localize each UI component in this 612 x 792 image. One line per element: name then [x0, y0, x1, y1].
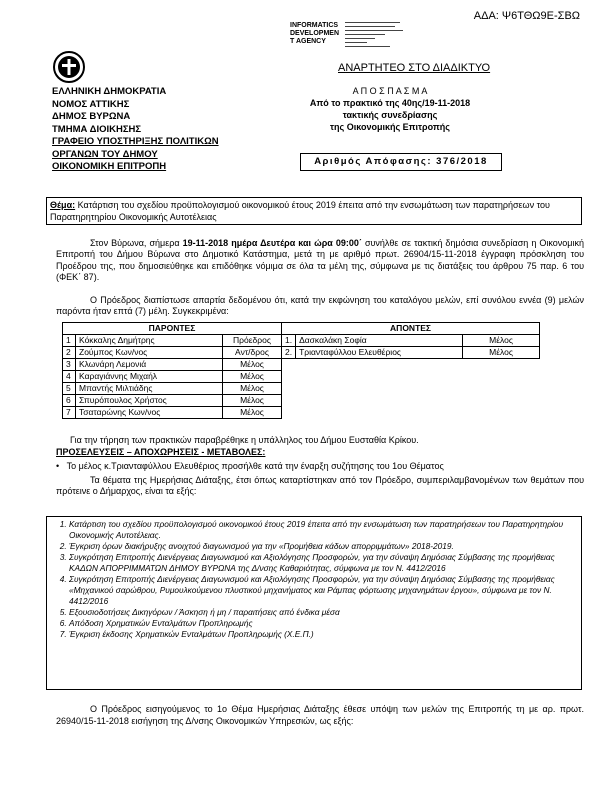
municipality: ΔΗΜΟΣ ΒΥΡΩΝΑ [52, 111, 131, 122]
greek-emblem-icon [52, 50, 86, 84]
present-header: ΠΑΡΟΝΤΕΣ [63, 323, 282, 335]
table-row: 7 Τσαταρώνης Κων/νος Μέλος [63, 407, 540, 419]
meeting-date: 19-11-2018 ημέρα Δευτέρα και ώρα 09:00΄ [182, 238, 362, 248]
list-item: 1. Κατάρτιση του σχεδίου προϋπολογισμού οικονομικού έτους 2019 έπειτα από την ενσωμάτωση των παρατηρήσεων του Παρατηρητηρίου Οικονομικής Αυτοτέλειας. [69, 519, 577, 541]
table-row: 4 Καραγιάννης Μιχαήλ Μέλος [63, 371, 540, 383]
issuer-header [52, 86, 219, 174]
excerpt-block [300, 85, 480, 133]
subject-box [46, 197, 582, 225]
table-row: 6 Σπυρόπουλος Χρήστος Μέλος [63, 395, 540, 407]
minutes-line: Από το πρακτικό της 40ης/19-11-2018 [309, 98, 471, 108]
list-item: 5. Εξουσιοδοτήσεις Δικηγόρων / Άσκηση ή μη / παραιτήσεις από ένδικα μέσα [69, 607, 577, 618]
table-row: 5 Μπαντής Μιλτιάδης Μέλος [63, 383, 540, 395]
list-item: 2. Έγκριση όρων διακήρυξης ανοιχτού διαγωνισμού για την «Προμήθεια κάδων απορριμμάτων» 2018-2019. [69, 541, 577, 552]
excerpt-title: Α Π Ο Σ Π Α Σ Μ Α [352, 86, 428, 96]
subject-text: Κατάρτιση του σχεδίου προϋπολογισμού οικονομικού έτους 2019 έπειτα από την ενσωμάτωση των παρατηρήσεων του Παρατηρητηρίου Οικονομικής Αυτοτέλειας [50, 200, 550, 222]
list-item: 6. Απόδοση Χρηματικών Ενταλμάτων Προπληρωμής [69, 618, 577, 629]
attendance-table [62, 322, 540, 419]
closing-paragraph: Ο Πρόεδρος εισηγούμενος το 1ο Θέμα Ημερήσιας Διάταξης έθεσε υπόψη των μελών της Επιτροπής τη με αρ. πρωτ. 26940/15-11-2018 εισήγηση της Δ/νσης Οικονομικών Υπηρεσιών, ως εξής: [56, 704, 584, 726]
posted-online-label: ΑΝΑΡΤΗΤΕΟ ΣΤΟ ΔΙΑΔΙΚΤΥΟ [338, 62, 491, 74]
agenda-intro: Τα θέματα της Ημερήσιας Διάταξης, έτσι όπως καταρτίστηκαν από τον Πρόεδρο, συμπεριλαμβανομένων των θεμάτων που πρότεινε ο Δήμαρχος, είναι τα εξής: [56, 475, 584, 497]
arrivals-title: ΠΡΟΣΕΛΕΥΣΕΙΣ – ΑΠΟΧΩΡΗΣΕΙΣ - ΜΕΤΑΒΟΛΕΣ: [56, 447, 266, 457]
table-row: 3 Κλωνάρη Λεμονιά Μέλος [63, 359, 540, 371]
signature-stamp [345, 22, 415, 49]
session-line: τακτικής συνεδρίασης [342, 110, 438, 120]
department: ΤΜΗΜΑ ΔΙΟΙΚΗΣΗΣ [52, 123, 142, 135]
prefecture: ΝΟΜΟΣ ΑΤΤΙΚΗΣ [52, 98, 130, 110]
intro-paragraph: Στον Βύρωνα, σήμερα 19-11-2018 ημέρα Δευτέρα και ώρα 09:00΄ συνήλθε σε τακτική δημόσια συνεδρίαση η Οικονομική Επιτροπή του Δήμου Βύρωνα στο Δημοτικό Κατάστημα, μετά τη με αριθμό πρωτ. 26904/15-11-2018 έγγραφη πρόσκληση του Προέδρου της, που δημοσιεύθηκε και επιδόθηκε νόμιμα σε όλα τα μέλη της, σύμφωνα με τις διατάξεις του άρθρου 75 παρ. 6 του (ΦΕΚ΄ 87). [56, 238, 584, 282]
office-line1: ΓΡΑΦΕΙΟ ΥΠΟΣΤΗΡΙΞΗΣ ΠΟΛΙΤΙΚΩΝ [52, 136, 219, 147]
ada-code: ΑΔΑ: Ψ6ΤΘΩ9Ε-ΣΒΩ [473, 10, 580, 22]
informatics-logo-text: INFORMATICS DEVELOPMEN T AGENCY [290, 22, 340, 45]
table-row: 1 Κόκκαλης Δημήτρης Πρόεδρος 1. Δασκαλάκη Σοφία Μέλος [63, 335, 540, 347]
list-item: 3. Συγκρότηση Επιτροπής Διενέργειας Διαγωνισμού και Αξιολόγησης Προσφορών, για την σύναψη Δημόσιας Σύμβασης της προμήθειας ΚΑΔΩΝ ΑΠΟΡΡΙΜΜΑΤΩΝ ΔΗΜΟΥ ΒΥΡΩΝΑ της Δ/νσης Καθαριότητας, σύμφωνα με τον Ν. 4412/2016 [69, 552, 577, 574]
list-item: 4. Συγκρότηση Επιτροπής Διενέργειας Διαγωνισμού και Αξιολόγησης Προσφορών, για την σύναψη Δημόσιας Σύμβασης της προμήθειας «Μηχανικού σαρώθρου, Ρυμουλκούμενου πλυστικού μηχανήματος και Ράμπας φόρτωσης μηχανημάτων έργου», σύμφωνα με τον Ν. 4412/2016 [69, 574, 577, 607]
republic: ΕΛΛΗΝΙΚΗ ΔΗΜΟΚΡΑΤΙΑ [52, 86, 167, 97]
secretary-line: Για την τήρηση των πρακτικών παραβρέθηκε η υπάλληλος του Δήμου Ευσταθία Κρίκου. [70, 435, 419, 445]
arrivals-bullet: • Το μέλος κ.Τριανταφύλλου Ελευθέριος προσήλθε κατά την έναρξη συζήτησης του 1ου Θέματος [56, 461, 444, 471]
committee-line: της Οικονομικής Επιτροπής [330, 122, 450, 132]
subject-label: Θέμα: [50, 200, 76, 210]
list-item: 7. Έγκριση έκδοσης Χρηματικών Ενταλμάτων Προπληρωμής (Χ.Ε.Π.) [69, 629, 577, 640]
bullet-icon: • [56, 461, 60, 471]
office-line2: ΟΡΓΑΝΩΝ ΤΟΥ ΔΗΜΟΥ [52, 148, 158, 160]
absent-header: ΑΠΟΝΤΕΣ [282, 323, 540, 335]
committee: ΟΙΚΟΝΟΜΙΚΗ ΕΠΙΤΡΟΠΗ [52, 161, 167, 172]
table-row: 2 Ζούμπος Κων/νος Αντ/δρος 2. Τριανταφύλλου Ελευθέριος Μέλος [63, 347, 540, 359]
quorum-paragraph: Ο Πρόεδρος διαπίστωσε απαρτία δεδομένου ότι, κατά την εκφώνηση του καταλόγου μελών, επί συνόλου εννέα (9) μελών παρόντα ήταν επτά (7) μέλη. Συγκεκριμένα: [56, 295, 584, 317]
agenda-box [46, 516, 582, 690]
decision-number-box: Αριθμός Απόφασης: 376/2018 [300, 153, 502, 171]
